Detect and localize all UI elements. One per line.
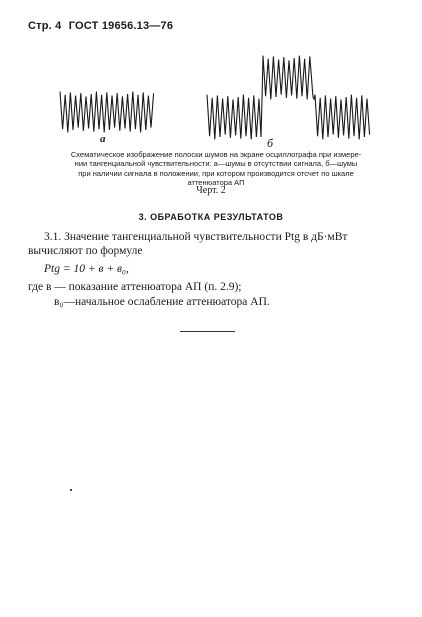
formula: Ptg = 10 + в + в₀, — [44, 263, 129, 275]
noise-figure-b — [205, 55, 375, 145]
noise-figure-a — [58, 88, 158, 138]
section-heading: 3. ОБРАБОТКА РЕЗУЛЬТАТОВ — [138, 212, 284, 222]
caption-line: нии тангенциальной чувствительности: а—шумы в отсутствии сигнала, б—шумы — [74, 159, 358, 169]
paragraph-line: 3.1. Значение тангенциальной чувствительности Ptg в дБ·мВт — [44, 231, 348, 243]
figure-a-label: а — [100, 133, 106, 145]
figure-caption — [46, 150, 386, 188]
caption-line: Схематическое изображение полоски шумов на экране осциллографа при измере- — [70, 150, 362, 159]
where-line: в₀—начальное ослабление аттенюатора АП. — [54, 296, 270, 308]
page-header — [28, 20, 173, 32]
speck — [70, 489, 72, 491]
caption-line: аттенюатора АП — [187, 178, 245, 188]
page-number: Стр. 4 — [28, 20, 62, 32]
caption-line: при наличии сигнала в положении, при котором производится отсчет по шкале — [78, 168, 354, 178]
figure-b-label: б — [267, 136, 274, 150]
end-rule — [180, 331, 235, 332]
where-line: где в — показание аттенюатора АП (п. 2.9); — [28, 281, 242, 293]
standard-number: ГОСТ 19656.13—76 — [68, 20, 174, 32]
figure-title: Черт. 2 — [196, 185, 226, 196]
paragraph-line: вычисляют по формуле — [28, 245, 143, 257]
